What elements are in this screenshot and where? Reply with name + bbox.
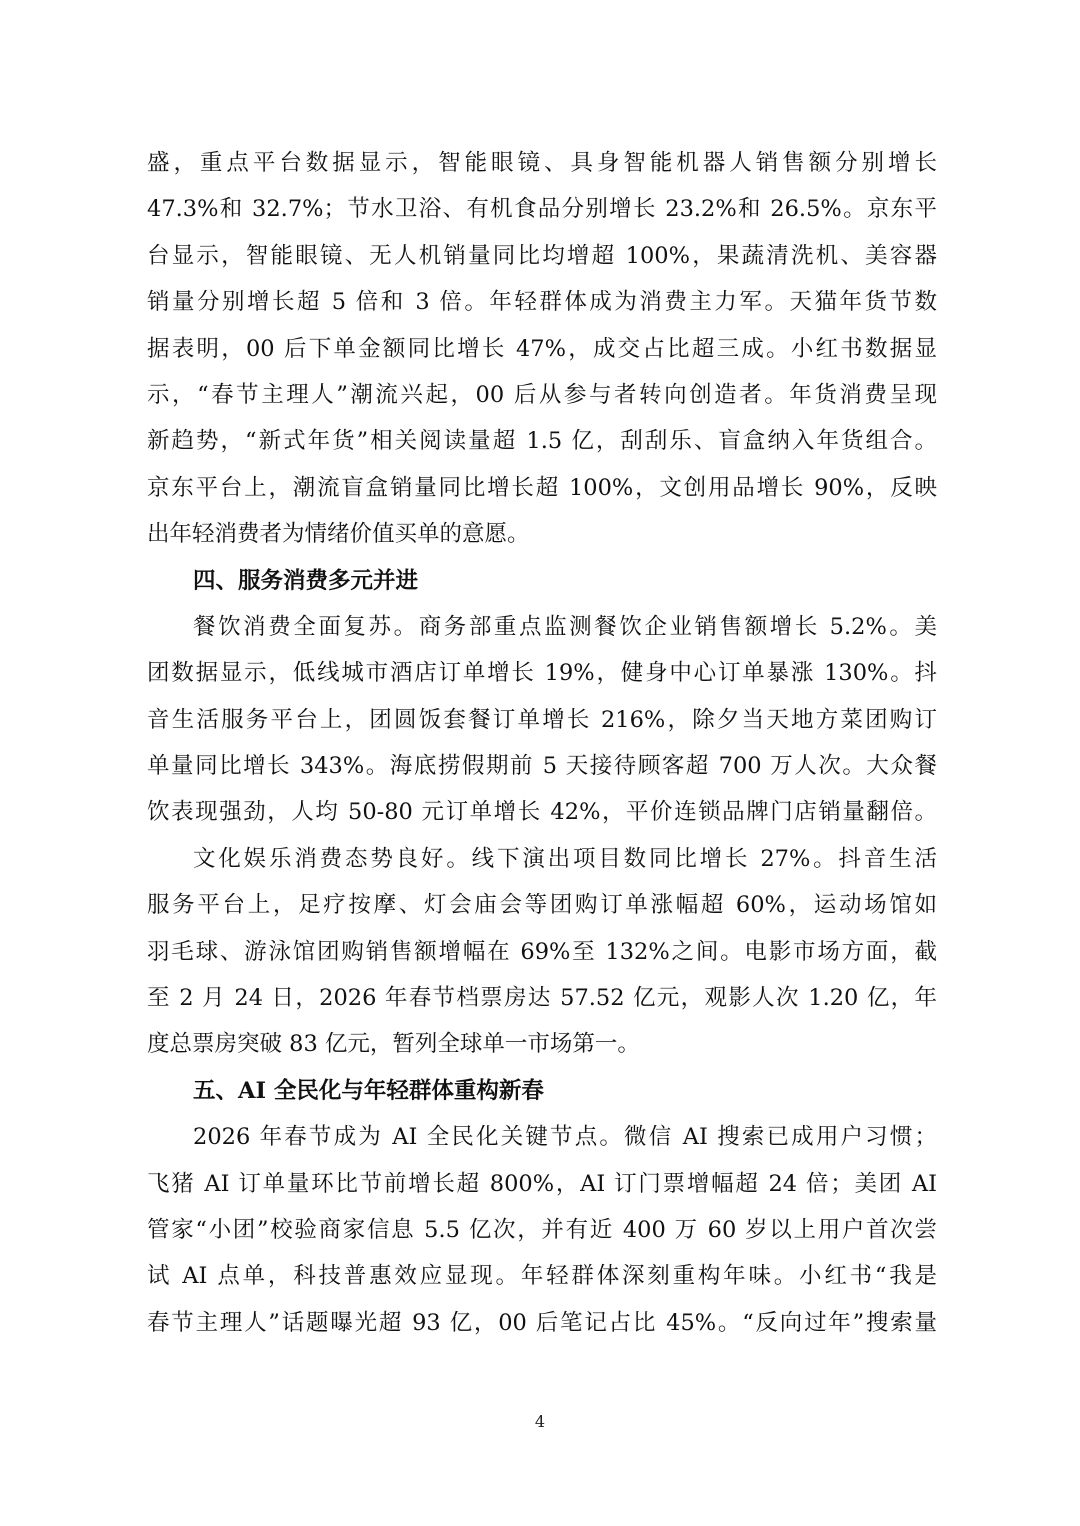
text-line: 餐饮消费全面复苏。商务部重点监测餐饮企业销售额增长 5.2%。美: [193, 613, 937, 640]
text-line: 度总票房突破 83 亿元，暂列全球单一市场第一。: [147, 1031, 640, 1058]
text-line: 飞猪 AI 订单量环比节前增长超 800%，AI 订门票增幅超 24 倍；美团 AI: [147, 1170, 937, 1197]
text-line: 服务平台上，足疗按摩、灯会庙会等团购订单涨幅超 60%，运动场馆如: [147, 892, 937, 919]
page-number: 4: [534, 1412, 546, 1431]
text-line: 出年轻消费者为情绪价值买单的意愿。: [147, 521, 530, 548]
text-line: 春节主理人”话题曝光超 93 亿，00 后笔记占比 45%。“反向过年”搜索量: [147, 1309, 937, 1336]
text-line: 47.3%和 32.7%；节水卫浴、有机食品分别增长 23.2%和 26.5%。京东平: [147, 196, 937, 223]
text-line: 示，“春节主理人”潮流兴起，00 后从参与者转向创造者。年货消费呈现: [147, 381, 937, 408]
text-line: 文化娱乐消费态势良好。线下演出项目数同比增长 27%。抖音生活: [193, 845, 937, 872]
text-line: 台显示，智能眼镜、无人机销量同比均增超 100%，果蔬清洗机、美容器: [147, 242, 937, 269]
section-heading-5: 五、AI 全民化与年轻群体重构新春: [193, 1077, 544, 1104]
text-line: 至 2 月 24 日，2026 年春节档票房达 57.52 亿元，观影人次 1.20 亿，年: [147, 985, 937, 1012]
text-line: 据表明，00 后下单金额同比增长 47%，成交占比超三成。小红书数据显: [147, 335, 937, 362]
text-line: 盛，重点平台数据显示，智能眼镜、具身智能机器人销售额分别增长: [147, 150, 937, 176]
text-line: 团数据显示，低线城市酒店订单增长 19%，健身中心订单暴涨 130%。抖: [147, 660, 937, 687]
text-line: 羽毛球、游泳馆团购销售额增幅在 69%至 132%之间。电影市场方面，截: [147, 938, 937, 965]
section-heading-4: 四、服务消费多元并进: [193, 567, 419, 594]
text-line: 管家“小团”校验商家信息 5.5 亿次，并有近 400 万 60 岁以上用户首次尝: [147, 1216, 937, 1243]
text-line: 试 AI 点单，科技普惠效应显现。年轻群体深刻重构年味。小红书“我是: [147, 1263, 937, 1290]
text-line: 京东平台上，潮流盲盒销量同比增长超 100%，文创用品增长 90%，反映: [147, 474, 937, 501]
page-body: [147, 140, 937, 1346]
text-line: 销量分别增长超 5 倍和 3 倍。年轻群体成为消费主力军。天猫年货节数: [147, 289, 937, 316]
text-line: 单量同比增长 343%。海底捞假期前 5 天接待顾客超 700 万人次。大众餐: [147, 753, 937, 780]
text-line: 新趋势，“新式年货”相关阅读量超 1.5 亿，刮刮乐、盲盒纳入年货组合。: [147, 428, 937, 455]
text-line: 音生活服务平台上，团圆饭套餐订单增长 216%，除夕当天地方菜团购订: [147, 706, 937, 733]
text-line: 饮表现强劲，人均 50-80 元订单增长 42%，平价连锁品牌门店销量翻倍。: [147, 799, 937, 826]
text-line: 2026 年春节成为 AI 全民化关键节点。微信 AI 搜索已成用户习惯；: [193, 1124, 937, 1151]
